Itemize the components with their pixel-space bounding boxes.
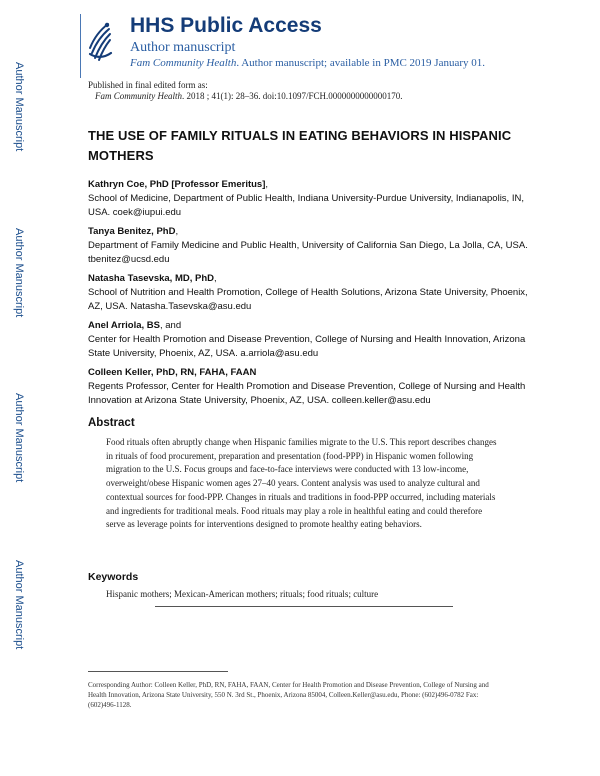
header-divider — [80, 14, 81, 78]
published-label: Published in final edited form as: — [88, 80, 208, 90]
margin-label: Author Manuscript — [13, 62, 25, 152]
header-citation: Fam Community Health. Author manuscript; available in PMC 2019 January 01. — [130, 57, 486, 69]
margin-label: Author Manuscript — [13, 228, 25, 318]
keywords-list: Hispanic mothers; Mexican-American mothers; rituals; food rituals; culture — [106, 589, 379, 599]
keywords-divider — [155, 606, 453, 607]
abstract-body: Food rituals often abruptly change when Hispanic families migrate to the U.S. This report describes changes in rituals of food procurement, preparation and presentation (food-PPP) in Hispanic women following migration to the U.S. Focus groups and face-to-face interviews were conducted with 13 low-income, overweight/obese Hispanic women ages 27–40 years. Content analysis was used to analyze cultural and contextual sources for food-PPP. Changes in rituals and traditions in food-PPP occurred, including materials and ingredients for traditional meals. Food rituals may play a role in healthful eating and could therefore serve as leverage points for interventions designed to promote healthy eating behaviors. — [106, 437, 497, 530]
corresponding-author-footnote: Corresponding Author: Colleen Keller, PhD, RN, FAHA, FAAN, Center for Health Promotion and Disease Prevention, College of Nursing and Health Innovation, Arizona State University, 550 N. 3rd St., Phoenix, Arizona 85004, Colleen.Keller@asu.edu, Phone: (602)496-0782 Fax: (602)496-1128. — [88, 681, 489, 709]
author-manuscript-label: Author manuscript — [130, 40, 236, 55]
author-list — [88, 178, 528, 413]
publication-citation: Fam Community Health. 2018 ; 41(1): 28–36. doi:10.1097/FCH.0000000000000170. — [95, 91, 403, 101]
footnote-divider — [88, 671, 228, 672]
author-name: Anel Arriola, BS — [88, 320, 160, 331]
author-entry: Anel Arriola, BS, and Center for Health Promotion and Disease Prevention, College of Nursing and Health Innovation, Arizona State University, Phoenix, AZ, USA. a.arriola@asu.edu — [88, 319, 528, 361]
author-entry — [88, 366, 528, 408]
hhs-public-access-title: HHS Public Access — [130, 14, 322, 37]
author-name: Colleen Keller, PhD, RN, FAHA, FAAN — [88, 367, 257, 378]
author-affiliation: Department of Family Medicine and Public Health, University of California San Diego, La Jolla, CA, USA. tbenitez@ucsd.edu — [88, 240, 528, 265]
author-affiliation: Center for Health Promotion and Disease Prevention, College of Nursing and Health Innovation, Arizona State University, Phoenix, AZ, USA. a.arriola@asu.edu — [88, 334, 526, 359]
keywords-heading: Keywords — [88, 571, 139, 583]
margin-label: Author Manuscript — [13, 393, 25, 483]
author-affiliation: Regents Professor, Center for Health Promotion and Disease Prevention, College of Nursing and Health Innovation at Arizona State University, Phoenix, AZ, USA. colleen.keller@asu.edu — [88, 381, 526, 406]
author-entry: Kathryn Coe, PhD [Professor Emeritus], School of Medicine, Department of Public Health, Indiana University-Purdue University, Indianapolis, IN, USA. coek@iupui.edu — [88, 178, 528, 220]
author-name: Tanya Benitez, PhD — [88, 226, 176, 237]
author-affiliation: School of Medicine, Department of Public Health, Indiana University-Purdue University, Indianapolis, IN, USA. coek@iupui.edu — [88, 193, 524, 218]
article-title: THE USE OF FAMILY RITUALS IN EATING BEHAVIORS IN HISPANIC MOTHERS — [88, 128, 512, 163]
author-name: Kathryn Coe, PhD [Professor Emeritus] — [88, 179, 266, 190]
author-affiliation: School of Nutrition and Health Promotion, College of Health Solutions, Arizona State University, Phoenix, AZ, USA. Natasha.Tasevska@asu.edu — [88, 287, 528, 312]
abstract-heading: Abstract — [88, 417, 135, 429]
margin-label: Author Manuscript — [13, 560, 25, 650]
author-entry: Tanya Benitez, PhD, Department of Family Medicine and Public Health, University of California San Diego, La Jolla, CA, USA. tbenitez@ucsd.edu — [88, 226, 528, 265]
author-name: Natasha Tasevska, MD, PhD — [88, 273, 215, 284]
hhs-eagle-logo-icon — [84, 18, 114, 66]
author-entry: Natasha Tasevska, MD, PhD, School of Nutrition and Health Promotion, College of Health Solutions, Arizona State University, Phoenix, AZ, USA. Natasha.Tasevska@asu.edu — [88, 273, 528, 312]
